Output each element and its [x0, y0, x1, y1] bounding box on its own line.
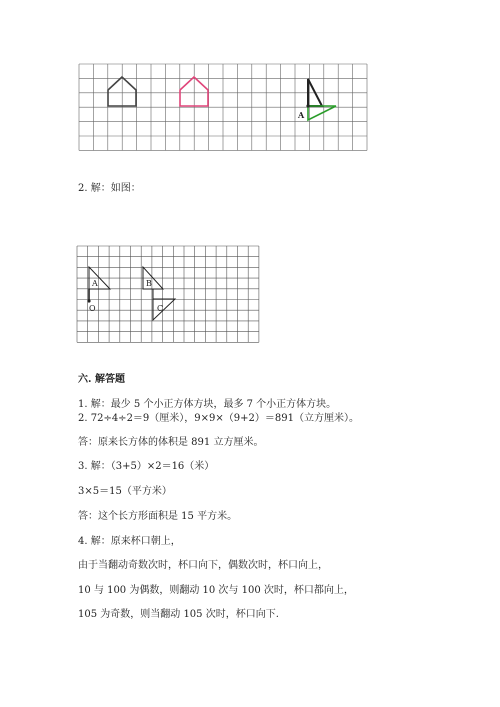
answer-line: 1. 解：最少 5 个小正方体方块，最多 7 个小正方体方块。 [78, 399, 337, 410]
answer-line: 答：这个长方形面积是 15 平方米。 [78, 511, 238, 522]
q2-title: 2. 解：如图： [78, 183, 141, 194]
answer-line: 3×5＝15（平方米） [78, 486, 172, 497]
figure2-label-o: O [89, 304, 96, 313]
section6-heading: 六. 解答题 [78, 374, 125, 385]
answer-line: 2. 72÷4÷2＝9（厘米），9×9×（9+2）＝891（立方厘米）。 [78, 413, 359, 424]
answer-line: 由于当翻动奇数次时，杯口向下，偶数次时，杯口向上， [78, 560, 328, 571]
figure1-point-label-a: A [298, 110, 305, 120]
answer-line: 10 与 100 为偶数，则翻动 10 次与 100 次时，杯口都向上， [78, 585, 354, 596]
figure2-label-b: B [146, 279, 152, 288]
answer-line: 3. 解：（3+5）×2＝16（米） [78, 461, 215, 472]
answer-line: 105 为奇数，则当翻动 105 次时，杯口向下. [78, 609, 279, 620]
answer-line: 4. 解：原来杯口朝上， [78, 536, 181, 547]
figure2-label-c: C [157, 304, 164, 313]
figure2-label-a: A [92, 279, 98, 288]
answer-line: 答：原来长方体的体积是 891 立方厘米。 [78, 437, 264, 448]
